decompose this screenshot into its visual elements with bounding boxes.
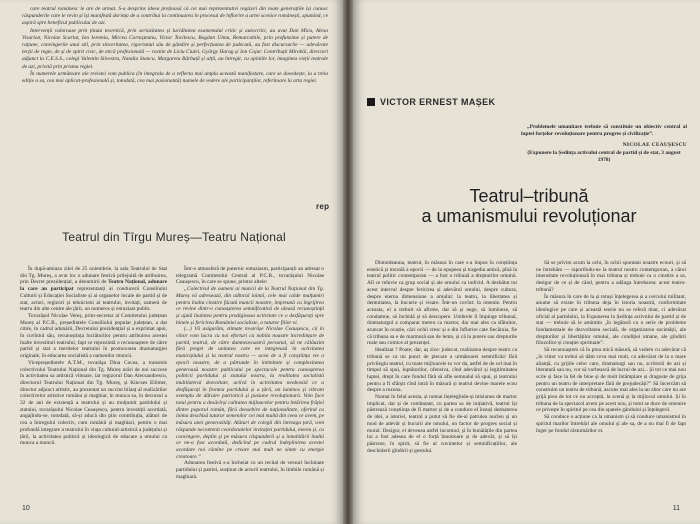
intro-paragraph: care teatrul românesc le are de urmat. S-a desprins ideea prețioasă că cei mai reprezentativi regizori din toate generațiile își cunosc răspunderile care le revin și își manifestă dorința de a contribui la continuarea în procesul de înflorire a artei scenice românești, spunând, ce aspiră spre beneficul publicului de azi. <box>22 6 328 27</box>
article-paragraph: Idealizat ? Poate; dar, aș zice: judecat, realizarea despre teatru ca tribună se ca un punct de plecare a următoarei semnificări fără privilegiu teatrul, cu toate mijloacele tu vor da, astfel de de cel mai în timpul să spui, luptătorilor, ofensiva, cînd adevărul și legitimitatea luptei, drept în care fondul fără să afle semnalul să spui, și teatrului pentru a fi sfârșit cînd intră în măsură și teatrul devine marele ecou despre a rezona. <box>367 347 517 394</box>
article-paragraph: Într-o atmosferă de puternic entuziasm, participanții au adresat o telegramă Comitetului Central al P.C.R., tovarășului Nicolae Ceaușescu, în care se spune, printre altele: <box>176 266 324 286</box>
right-column-2 <box>536 260 686 434</box>
article-paragraph: Vicepreședintele A.T.M., tovarăşa Dina Cocea, a transmis colectivului Teatrului Național din Tg. Mureș urări de noi succese în activitatea sa artistică viitoare, iar regizorul Dan Alecsandrescu, directorul Teatrului Național din Tg. Mureș, și Kincses Előmer, director adjunct artistic, au prezentat un succint bilanț al realizărilor colectivelor artistice românu și maghiar, în munca sa, în decursul a 32 de ani de existență a teatrului și au mulțumit partidului și statului, tovarășului Nicolae Ceaușescu, pentru investiții acordată, angajîndu-se, totodată, să-și aducă din plin contribuția, alături de cea a întregului colectiv, cum românii și maghiari, pentru o mai profundă integrare a teatrului în viața cultural-artistică a județului și țării, la activitatea politică și ideologică de educare a omului ca munca a muncii. <box>20 359 167 447</box>
article-title: Teatrul din Tîrgu Mureș—Teatru Național <box>62 230 286 244</box>
epigraph <box>521 124 687 164</box>
article-paragraph: Să recunoaștem că în prea mică măsură, să vedem cu adevărat că „în viitor va trebui să dăm ceva mai mult, cu adevărat de la o mare alianță, cu grijile celor care, dramaturgi sau nu, scriitorii de azi și literatură sau nu, vor să vorbească de lucrul de azi... Și tot ce mai nou scrie și face la fel de bine și de mult întâmplare și dragoste de grija pentru un teatru de interpretare fără de prejudecăți?” Să încercăm să construim un teatru de tribună, ascuns mai ales la un zbor care nu are grijă prea de tot ce nu acceptă, la scenă și la mijlocul omului. Și în tribuna de la spectacol avem pe acest nou, și totul se duce de omenire ce privește în spiritul pe cea din spatele gândului și înțelegerii. <box>536 347 686 414</box>
article-title <box>379 186 679 226</box>
intro-paragraph: Intervenții valoroase prin ținuta teoretică, prin seriozitatea și luciditatea examenului critic și autocritic, au avut Dan Micu, Alexa Visarion, Nicolae Scarlat, Ion Ieremia, Mircea Cornișteanu, Victor Tocilescu, Bogdan Ulmu, Remarcabile, prin profunzime și putere de rațiune, convingerile unui stil, prin sinceritatea, rigorismul său de gândire și perfecțiunea de judecată, au fost discursurile — adevărate lecții de regie, de și de spirit civic, de etică profesională — rostite de Liviu Ciulei, György Harag și Ion Cojar. Contribuții Mirobăi, directori adjunct la C.E.S.S., colegi Valentin Silvestru, Natalia Stancu, Margareta Bărbuță și alții, au întregit, cu opiniile lor, imaginea vieții teatrale de azi, privită prin prisma regiei. <box>22 27 328 70</box>
intro-paragraph: În numerele următoare ale revistei vom publica (în integrala de a reflecta mai amplu această manifestare, care se dovedește, la a treia ediție a sa, cea mai aplicat-profesională și, totodată, cea mai pasionantă) numele de vedere ale participanților, referitoare la arta regiei. <box>22 70 328 85</box>
article-paragraph: În după-amiaza zilei de 25 noiembrie, la sala Teatrului de Stat din Tg. Mureș, a avut loc o adunare festivă prilejuită de atribuirea, prin Decret prezidențial, a denumirii de Teatru Național, adunare la care au participat reprezentanți ai conducerii Consiliului Culturii și Educației Socialiste și ai organelor locale de partid și de stat, actori, regizori și tehnicieni ai teatrului, invitați, oameni de teatru din alte centre ale țării, un numeros și entuziast public. <box>20 266 167 313</box>
right-column-1 <box>367 260 517 454</box>
left-column-1 <box>20 266 167 447</box>
author-name: VICTOR ERNEST MAȘEK <box>380 97 496 107</box>
article-paragraph: Să se privim acum la ochi, în ochii spontani noastre ecouri, și să ne întrebăm — raportîndu-ne la teatrul nostru contemporan, a cărui imensitate revoluționară în mai tribuna și trebuie ca o cinstire a sa, desigur de ce și de când, pentru a adăuga întrebarea: acest teatru-tribună? <box>536 260 686 293</box>
article-paragraph: Dintotdeauna, teatrul, în măsura în care s-a impus în conștiința estetică și morală a epocii — de la epopeea și tragedia antică, pînă la teatrul politic contemporan — a fost o tribună a drepturilor omului. Aîl ce reînvie ca grup social și ale omului ca individ. A dezbătut tot acest interval despre fericirea și adevărul omului, despre cultura, despre eterna dimensiune a omului: la teatru, la libertatea și demnitatea, la bucurie și visare. Într-un cuvînt: la omenie. Pentru aceasta, el a trebuit să afirme, dar să și nege, să lumineze, să condamne, să închidă și să descopere. Umbrele îl împinge tribunal, dramaturgul a comparat mereu ca martor, dar mai ales ca sfătuitor, aruncat în ocazie, căci ochii cresc și e din înflorire cate fiecăruia, fie că tribuna sa e de marmură sau de lemn, și că la putere sau drepturile reale sau comice al prezenței. <box>367 260 517 347</box>
author-byline <box>367 96 687 108</box>
article-paragraph: Adunarea festivă s-a încheiat cu un recital de versuri închinate partidului și patriei, susținut de actorii teatrului, în limbile română și maghiară. <box>176 460 324 480</box>
square-bullet-icon <box>367 98 375 106</box>
section-tag: rep <box>316 202 330 211</box>
article-paragraph: Tovarășul Nicolae Vereș, prim-secretar al Comitetului județean Mureș al P.C.R., președintele Consiliului popular județean, a dat citire, în cadrul adunării, Decretului prezidențial și a exprimat apoi, în cuvîntul său, recunoștința lucrătorilor pentru atribuirea acestei înalte investituri teatrului, fapt ce reprezintă o recunoaștere de către partid și stat a meritelor teatrului în promovarea dramaturgiei originale, în educarea socialistă a oamenilor muncii. <box>20 312 167 360</box>
left-page <box>0 0 343 524</box>
article-paragraph: Numai în felul acesta, și numai înțelegîndu-și misiunea de martor implicat, dar și de combatant, cu partea sa de inițiativă, teatrul își păstrează conștiința de fi martor și de a conduce el însuși dezbaterea de idei, a istoriei, teatrul a putut să fie de-al patrulea nucleu și un mod de adevăr și bucurii ale omului, un factor de progres social și moral. Desigur, el devenea astfel incomod, și în bunătățile din partea lui a fost adesea de el o forță înnoitoare și de adevăr, și să își păstreze, în spirit, să fie al cuvintelor și semnificațiilor, ale deschiderii gîndirii și gestului. <box>367 394 517 454</box>
telegram-paragraph: „Colectivul de oameni ai muncii de la Teatrul Național din Tg. Mureș vă adresează, din adîncul inimii, cele mai calde mulțumiri pentru înalta cinstire făcută muncii noastre, împreună cu îngrijirea ce revine dintr-o cunoașterea semnificativă de aleasă recunoștință și ajută înaintea pentru prodigioasa activitate ce o desfășurați spre binele și fericirea României socialiste, a tuturor fiilor ei. <box>176 286 324 326</box>
title-line: a umanismului revoluționar <box>421 206 637 226</box>
page-number: 11 <box>672 505 680 512</box>
left-column-2 <box>176 266 324 481</box>
intro-text <box>22 6 328 85</box>
right-page <box>353 0 700 524</box>
emphasized-phrase: Teatru Național, adunare la care au participat <box>20 279 167 293</box>
page-number: 10 <box>22 505 30 512</box>
telegram-paragraph: (...) Vă asigurăm, stimate tovarășe Nicolae Ceaușescu, că în viitor vom lucra cu noi eforturi ca nobila noastre încredințare de partid, teatrul, de către dumneavoastră personal, să ne călăuzim fără preget de unitatea care ne integrează în activitatea municipiului și la teatrul nostru — acea de a fi conștiința vie a epocii noastre, de a pătrunde în intimitate și complexitatea generoasă noastre publicului pe spectacole pentru cunoașterea politicii partidului și statului nostru, la realitatea socialistă multilateral dezvoltate, activă în activitatea neobosită ce a desfășurați în frontea partidului și a țării, un luminos și vibrant exemplu de dăruire patriotică și pasiune revoluționară. Vom face totul pentru a desăvîrși calitatea mijloacelor pentru întărirea frăției dintre poporul român, fără deosebire de naționalitate, oferind cu inima deschisă tuturor semenilor cei mai multă din ceea ce avem, pe măsura unei generozități. Alături de colegii din întreaga țară, vom răspunde necontenit coordonatelor invitației partidului, mereu și, cu convingere, deplin și pe măsura răspunderii și a înnobilării înaltă ce ne-a fost acordată, dedicînd pe cadrul îndeplinirea acestei acordate noi rămîne pe creare mai mult ne simte cu energie creatoare.” <box>176 326 325 460</box>
spine-gutter <box>343 0 353 524</box>
article-paragraph: În măsura în care de la și totuși înțelegerea și a cercului militant, anume să existe în tribuna deja în istoria noastră, conformitate ideologice pe care și această teorie nu se referă doar, ci adevărat oficial al partidului, la Expunerea la Ședința activului de partid și de stat — trebuie să le amintim „în legătură cu o serie de probleme fundamentale de dezvoltarea socială, de organizarea societății, ale drepturilor și libertăților omului, ale condiției umane, ale gîndirii filozofice și creației spirituale”. <box>536 293 686 347</box>
epigraph-source: (Expunere la Ședința activului central de partid și de stat, 3 august 1978) <box>527 150 681 164</box>
title-line: Teatrul–tribună <box>469 186 589 206</box>
article-paragraph: Să conduce o acțiune ca la umanism și să conduce umanismul în spiritul marilor întrebări ale omului și ale sa, de a nu mai fi de fapt înger pe fondul răsturnărilor ei. <box>536 414 686 434</box>
epigraph-text: „Problemele umanitare trebuie să constituie un obiectiv central al luptei forțelor revoluționare pentru progres și civilizație”. <box>521 124 687 137</box>
epigraph-author: NICOLAE CEAUȘESCU <box>622 141 687 148</box>
